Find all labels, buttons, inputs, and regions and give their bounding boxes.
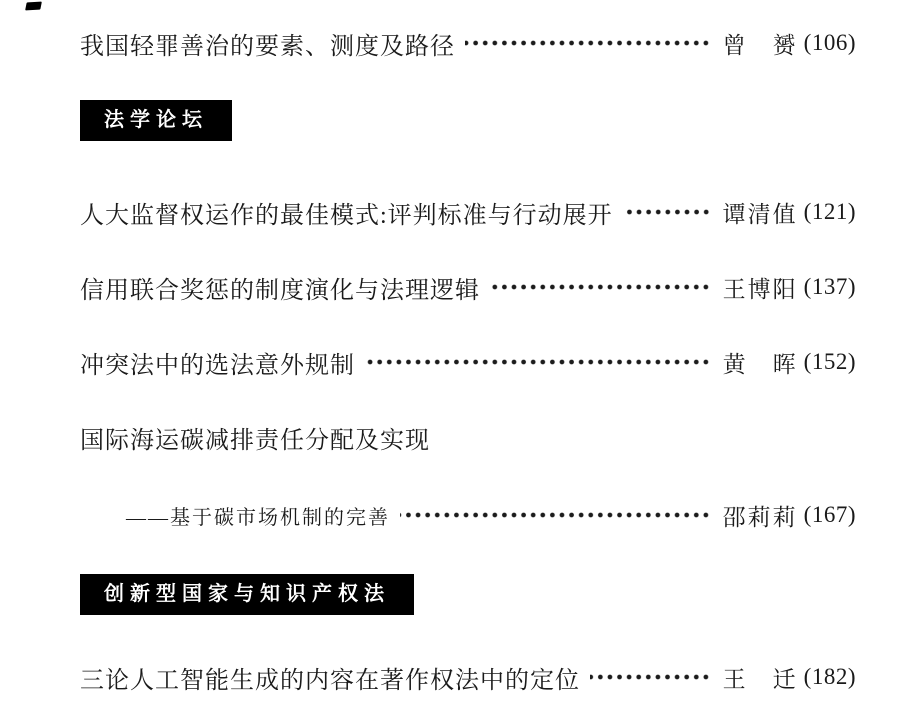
section-banner (80, 574, 414, 615)
article-author: 曾 赟 (722, 32, 798, 58)
section-label: 创新型国家与知识产权法 (104, 583, 390, 605)
article-title: ——基于碳市场机制的完善 (126, 506, 390, 529)
dot-leader (623, 206, 711, 218)
dot-leader (365, 356, 711, 368)
article-title: 信用联合奖惩的制度演化与法理逻辑 (80, 277, 480, 304)
toc-entry (80, 270, 856, 304)
section-label: 法学论坛 (104, 109, 208, 131)
article-author: 王 迁 (722, 666, 798, 692)
article-title: 人大监督权运作的最佳模式:评判标准与行动展开 (80, 202, 613, 229)
article-title: 国际海运碳减排责任分配及实现 (80, 427, 430, 454)
article-title: 我国轻罪善治的要素、测度及路径 (80, 33, 455, 60)
article-title: 冲突法中的选法意外规制 (80, 352, 355, 379)
scan-artifact (25, 2, 42, 11)
section-banner (80, 100, 232, 141)
article-author: 谭清值 (722, 201, 798, 227)
dot-leader (490, 281, 711, 293)
toc-entry (80, 498, 856, 532)
article-author: 邵莉莉 (722, 504, 798, 530)
toc-entry (80, 195, 856, 229)
article-page-number: (137) (803, 274, 856, 299)
dot-leader (590, 671, 711, 683)
article-page-number: (182) (803, 664, 856, 689)
dot-leader (400, 509, 711, 521)
article-page-number: (121) (803, 199, 856, 224)
article-page-number: (106) (803, 30, 856, 55)
article-author: 王博阳 (722, 276, 798, 302)
toc-entry (80, 660, 856, 694)
article-author: 黄 晖 (722, 351, 798, 377)
toc-entry (80, 420, 856, 454)
article-title: 三论人工智能生成的内容在著作权法中的定位 (80, 667, 580, 694)
toc-entry (80, 26, 856, 60)
article-page-number: (152) (803, 349, 856, 374)
article-page-number: (167) (803, 502, 856, 527)
dot-leader (465, 37, 711, 49)
toc-entry (80, 345, 856, 379)
